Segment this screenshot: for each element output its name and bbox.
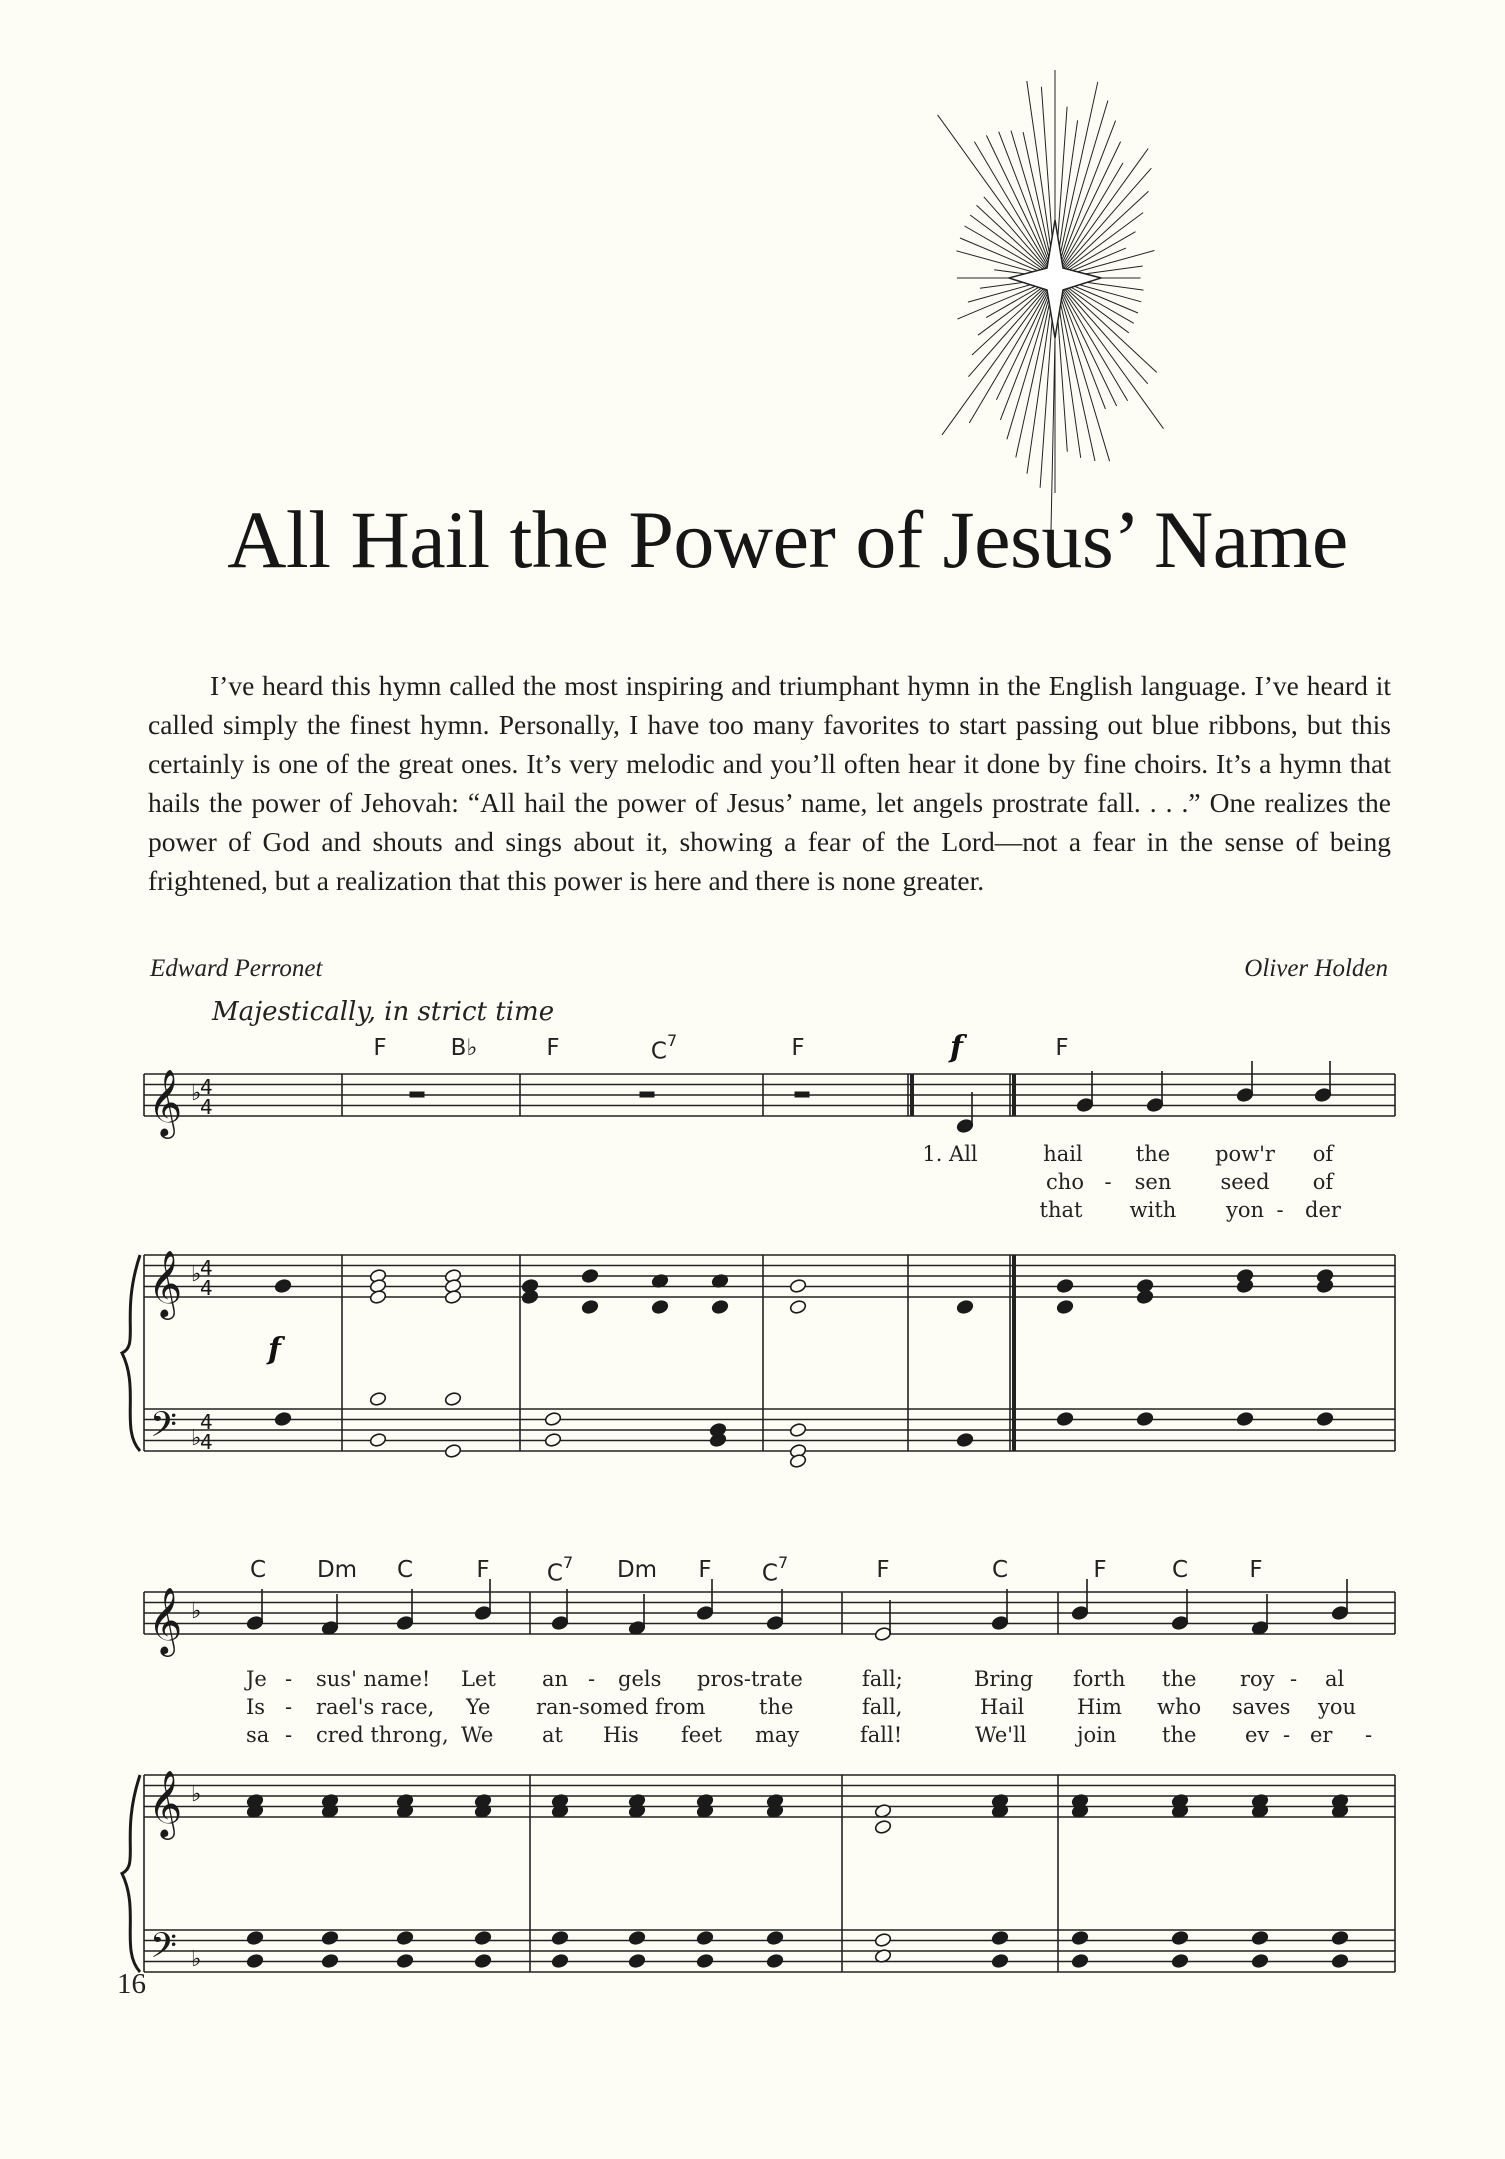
lyric-syllable: - (1276, 1198, 1284, 1222)
chord-symbol: $C^7$ (650, 1031, 678, 1065)
lyric-syllable: rael's race, (316, 1695, 435, 1719)
page-number: 16 (117, 1968, 146, 2000)
lyric-syllable: cred throng, (316, 1723, 449, 1747)
chord-symbol: $C^7$ (546, 1553, 574, 1587)
tempo-marking: Majestically, in strict time (212, 997, 555, 1027)
lyric-syllable: sa (246, 1723, 270, 1747)
lyric-syllable: 1. All (922, 1142, 978, 1166)
chord-symbol: F (698, 1557, 712, 1583)
composer-credit: Oliver Holden (1244, 955, 1388, 982)
lyric-syllable: pow'r (1215, 1142, 1275, 1166)
lyric-syllable: sus' name! (316, 1667, 431, 1691)
dynamic-forte: f (950, 1030, 963, 1065)
intro-paragraph: I’ve heard this hymn called the most inspiring and triumphant hymn in the English language. I’ve heard it called simply the finest hymn. Personally, I have too many favorites to start passing out blue ribbons, but this certainly is one of the great ones. It’s very melodic and you’ll often hear it done by fine choirs. It’s a hymn that hails the power of Jehovah: “All hail the power of Jesus’ name, let angels prostrate fall. . . .” One realizes the power of God and shouts and sings about it, showing a fear of the Lord—not a fear in the sense of being frightened, but a realization that this power is here and there is none greater. (148, 669, 1391, 896)
lyric-syllable: Him (1077, 1695, 1122, 1719)
chord-symbol: F (1055, 1035, 1069, 1061)
lyric-syllable: - (1365, 1723, 1373, 1747)
chord-symbol: Dm (316, 1557, 358, 1583)
svg-text:♭: ♭ (191, 1782, 202, 1807)
lyric-syllable: fall, (862, 1695, 903, 1719)
svg-text:♭: ♭ (191, 1262, 202, 1287)
lyric-syllable: that (1039, 1198, 1083, 1222)
lyric-syllable: ran-somed from (536, 1695, 706, 1719)
lyric-syllable: gels (618, 1667, 662, 1691)
chord-symbol: C (991, 1557, 1009, 1583)
lyric-syllable: the (1135, 1142, 1171, 1166)
lyric-syllable: - (285, 1667, 293, 1691)
lyric-syllable: Is (246, 1695, 266, 1719)
svg-text:4: 4 (200, 1410, 213, 1434)
chord-symbol: C (396, 1557, 414, 1583)
svg-text:♭: ♭ (191, 1081, 202, 1106)
svg-text:4: 4 (200, 1095, 213, 1119)
lyric-syllable: His (603, 1723, 639, 1747)
lyric-syllable: fall! (860, 1723, 903, 1747)
chord-symbol: B♭ (450, 1035, 478, 1061)
svg-text:𝄢: 𝄢 (150, 1404, 178, 1453)
lyric-syllable: Hail (980, 1695, 1025, 1719)
dynamic-forte: f (268, 1332, 281, 1367)
chord-symbol: F (791, 1035, 805, 1061)
page-title: All Hail the Power of Jesus’ Name (227, 494, 1348, 585)
lyricist-credit: Edward Perronet (150, 955, 323, 982)
lyric-syllable: of (1312, 1142, 1334, 1166)
lyric-syllable: may (755, 1723, 800, 1747)
lyric-syllable: join (1077, 1723, 1117, 1747)
svg-text:4: 4 (200, 1075, 213, 1099)
lyric-syllable: seed (1220, 1170, 1270, 1194)
lyric-syllable: cho (1046, 1170, 1084, 1194)
lyric-syllable: hail (1043, 1142, 1083, 1166)
lyric-syllable: sen (1134, 1170, 1172, 1194)
lyric-syllable: at (542, 1723, 563, 1747)
svg-text:𝄢: 𝄢 (150, 1925, 178, 1974)
lyric-syllable: er (1310, 1723, 1333, 1747)
lyric-syllable: who (1157, 1695, 1202, 1719)
lyric-syllable: saves (1232, 1695, 1291, 1719)
lyric-syllable: al (1325, 1667, 1345, 1691)
lyric-syllable: feet (681, 1723, 723, 1747)
lyric-syllable: ev (1245, 1723, 1270, 1747)
lyric-syllable: - (285, 1695, 293, 1719)
lyric-syllable: - (1290, 1667, 1298, 1691)
svg-text:4: 4 (200, 1256, 213, 1280)
lyric-syllable: Bring (974, 1667, 1034, 1691)
chord-symbol: C (249, 1557, 267, 1583)
lyric-syllable: the (1162, 1723, 1197, 1747)
lyric-syllable: with (1129, 1198, 1177, 1222)
lyric-syllable: you (1318, 1695, 1357, 1719)
chord-symbol: C (1171, 1557, 1189, 1583)
lyric-syllable: - (1104, 1170, 1112, 1194)
svg-text:♭: ♭ (191, 1947, 202, 1972)
chord-symbol: F (1249, 1557, 1263, 1583)
lyric-syllable: yon (1225, 1198, 1265, 1222)
lyric-syllable: fall; (862, 1667, 903, 1691)
lyric-syllable: the (1162, 1667, 1197, 1691)
chord-symbol: F (876, 1557, 890, 1583)
lyric-syllable: We (461, 1723, 494, 1747)
lyric-syllable: - (1283, 1723, 1291, 1747)
chord-symbol: F (1093, 1557, 1107, 1583)
svg-text:𝄞: 𝄞 (148, 1249, 183, 1317)
lyric-syllable: We'll (975, 1723, 1027, 1747)
chord-symbol: F (476, 1557, 490, 1583)
svg-text:𝄞: 𝄞 (148, 1586, 183, 1654)
lyric-syllable: - (285, 1723, 293, 1747)
lyric-syllable: Je (246, 1667, 267, 1691)
svg-text:♭: ♭ (191, 1599, 202, 1624)
chord-symbol: F (546, 1035, 560, 1061)
svg-text:𝄞: 𝄞 (148, 1068, 183, 1136)
svg-text:𝄞: 𝄞 (148, 1769, 183, 1837)
lyric-syllable: an (542, 1667, 569, 1691)
lyric-syllable: der (1305, 1198, 1341, 1222)
lyric-syllable: pros-trate (697, 1667, 803, 1691)
lyric-syllable: forth (1073, 1667, 1126, 1691)
chord-symbol: $C^7$ (761, 1553, 789, 1587)
lyric-syllable: the (759, 1695, 794, 1719)
svg-text:4: 4 (200, 1430, 213, 1454)
svg-text:4: 4 (200, 1276, 213, 1300)
lyric-syllable: - (588, 1667, 596, 1691)
chord-symbol: F (373, 1035, 387, 1061)
lyric-syllable: of (1312, 1170, 1334, 1194)
lyric-syllable: Ye (466, 1695, 491, 1719)
svg-text:♭: ♭ (191, 1426, 202, 1451)
lyric-syllable: Let (461, 1667, 496, 1691)
chord-symbol: Dm (616, 1557, 658, 1583)
lyric-syllable: roy (1240, 1667, 1275, 1691)
